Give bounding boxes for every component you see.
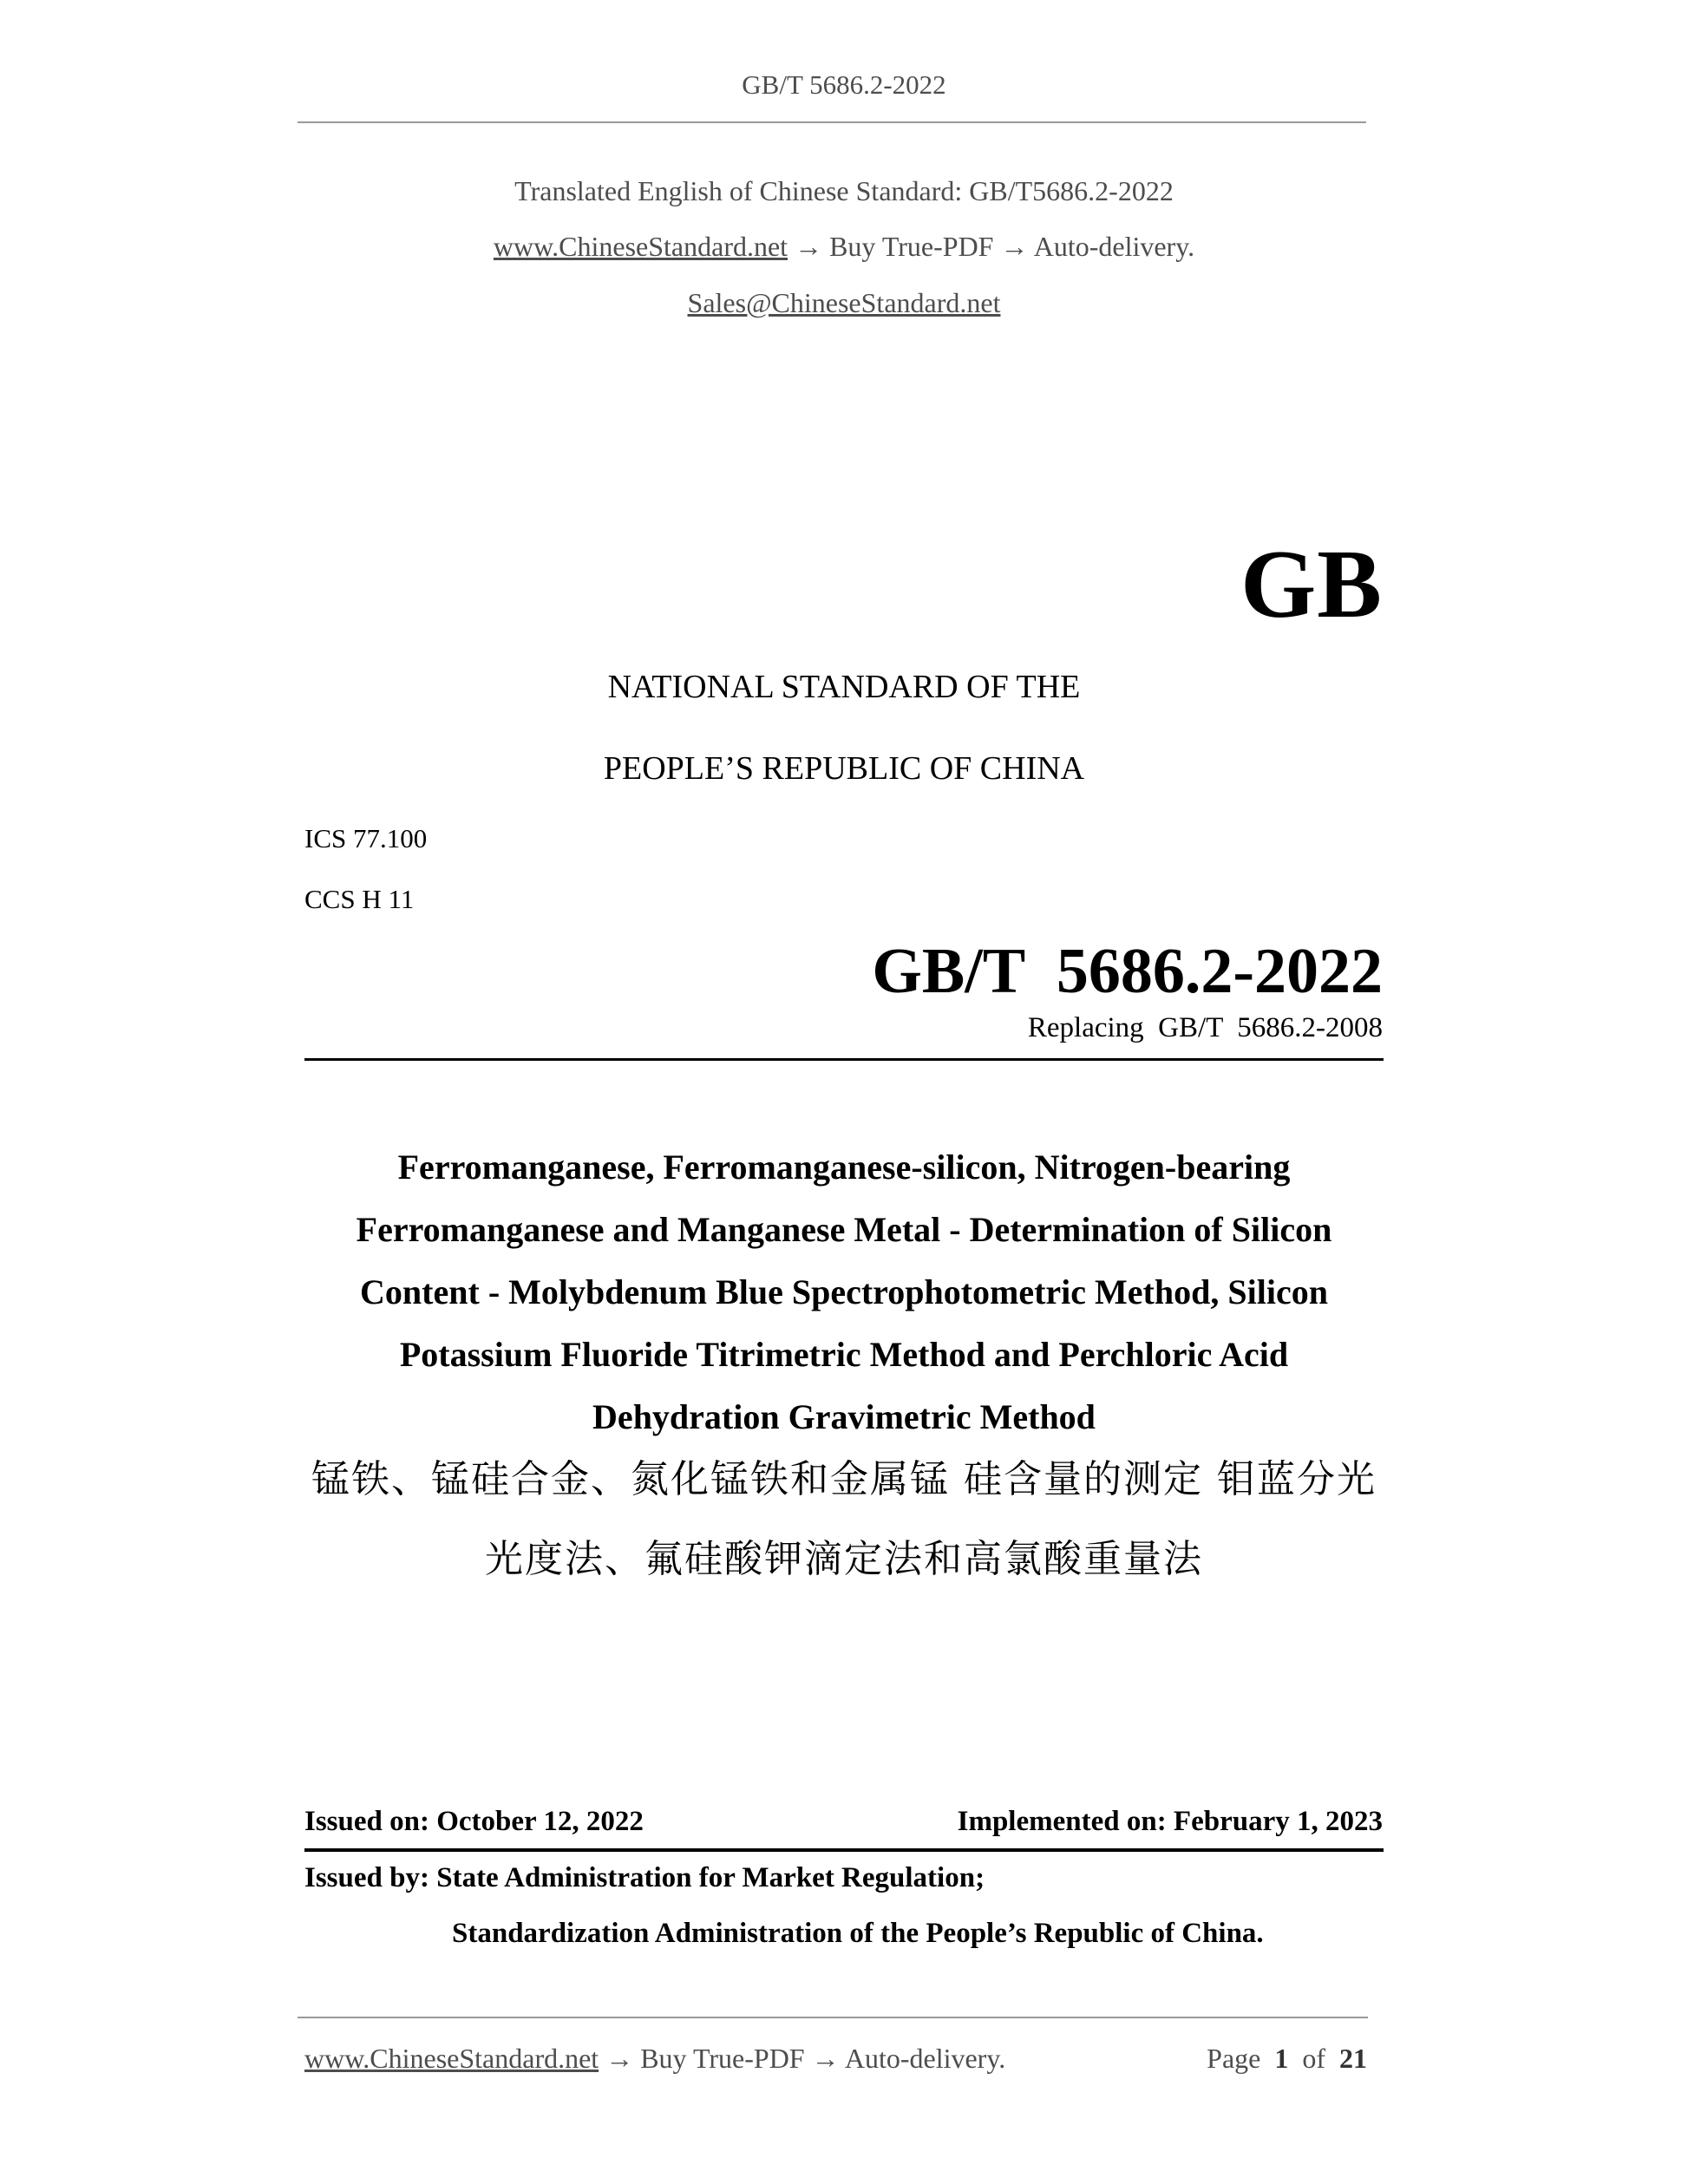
- page-number: 1: [1274, 2043, 1289, 2074]
- arrow-right-icon: →: [811, 2043, 840, 2074]
- ics-code: ICS 77.100: [304, 823, 428, 853]
- arrow-right-icon: →: [1000, 231, 1029, 262]
- gb-logo: GB: [1240, 531, 1383, 638]
- total-pages: 21: [1339, 2043, 1367, 2074]
- footer-website-link[interactable]: www.ChineseStandard.net: [304, 2043, 599, 2074]
- english-title-line: Ferromanganese, Ferromanganese-silicon, Nitrogen-bearing: [397, 1148, 1291, 1187]
- arrow-right-icon: →: [605, 2043, 634, 2074]
- national-standard-line-1: NATIONAL STANDARD OF THE: [607, 669, 1081, 705]
- issued-on: Issued on: October 12, 2022: [304, 1806, 644, 1837]
- replacing-note: Replacing GB/T 5686.2-2008: [1027, 1012, 1383, 1043]
- sales-line: [0, 287, 1688, 319]
- translated-line: Translated English of Chinese Standard: GB/T5686.2-2022: [514, 175, 1174, 206]
- issue-divider: [304, 1848, 1384, 1852]
- ccs-code: CCS H 11: [304, 884, 415, 914]
- english-title-line: Dehydration Gravimetric Method: [592, 1397, 1096, 1436]
- chinese-title: [0, 1440, 1688, 1599]
- arrow-right-icon: →: [795, 231, 823, 262]
- footer-buy-text: Buy True-PDF: [640, 2043, 805, 2074]
- buy-text: Buy True-PDF: [829, 231, 994, 262]
- footer-buy-line: [304, 2043, 1005, 2075]
- issued-by-line-1: Issued by: State Administration for Market Regulation;: [304, 1862, 985, 1893]
- implemented-on: Implemented on: February 1, 2023: [957, 1806, 1383, 1837]
- page-label: Page: [1207, 2043, 1261, 2074]
- chinese-title-line: 光度法、氟硅酸钾滴定法和高氯酸重量法: [485, 1537, 1203, 1581]
- of-label: of: [1302, 2043, 1325, 2074]
- header-divider: [298, 121, 1366, 123]
- english-title-line: Content - Molybdenum Blue Spectrophotometric Method, Silicon: [360, 1272, 1328, 1311]
- chinese-title-line: 锰铁、锰硅合金、氮化锰铁和金属锰 硅含量的测定 钼蓝分光: [311, 1457, 1377, 1501]
- english-title-line: Ferromanganese and Manganese Metal - Determination of Silicon: [356, 1210, 1332, 1249]
- english-title: [0, 1136, 1688, 1448]
- footer-divider: [298, 2017, 1368, 2018]
- footer-delivery-text: Auto-delivery.: [844, 2043, 1006, 2074]
- website-link[interactable]: www.ChineseStandard.net: [493, 231, 788, 262]
- buy-line: [0, 231, 1688, 263]
- email-link[interactable]: Sales@ChineseStandard.net: [687, 287, 1001, 318]
- page-indicator: [1207, 2043, 1367, 2075]
- delivery-text: Auto-delivery.: [1033, 231, 1195, 262]
- number-divider: [304, 1058, 1384, 1061]
- standard-number: GB/T 5686.2-2022: [872, 936, 1383, 1007]
- english-title-line: Potassium Fluoride Titrimetric Method and Perchloric Acid: [399, 1335, 1289, 1374]
- running-header: GB/T 5686.2-2022: [742, 69, 946, 100]
- national-standard-line-2: PEOPLE’S REPUBLIC OF CHINA: [603, 750, 1085, 787]
- issued-by-line-2: Standardization Administration of the People’s Republic of China.: [452, 1918, 1264, 1949]
